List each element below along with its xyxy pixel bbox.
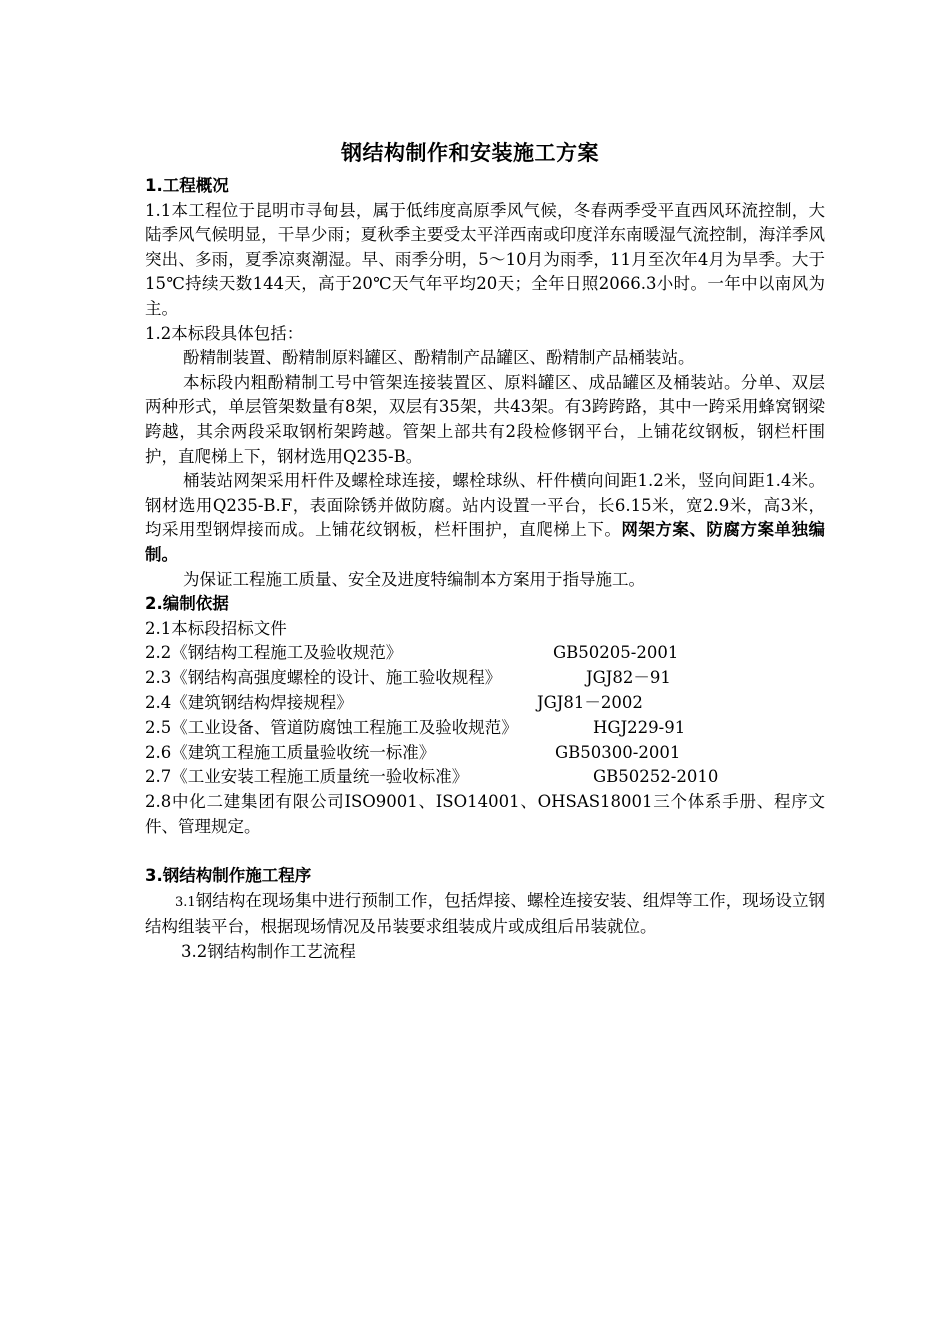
reference-name: 2.3《钢结构高强度螺栓的设计、施工验收规程》 xyxy=(145,668,502,688)
reference-2-6 xyxy=(145,741,825,766)
reference-name: 2.6《建筑工程施工质量验收统一标准》 xyxy=(145,742,436,762)
reference-name: 2.5《工业设备、管道防腐蚀工程施工及验收规范》 xyxy=(145,717,518,737)
paragraph-1-2-pipe-rack: 本标段内粗酚精制工号中管架连接装置区、原料罐区、成品罐区及桶装站。分单、双层两种形式，单层管架数量有8架，双层有35架，共43架。有3跨跨路，其中一跨采用蜂窝钢梁跨越，其余两段采取钢桁架跨越。管架上部共有2段检修钢平台，上铺花纹钢板，钢栏杆围护，直爬梯上下，钢材选用Q235-B。 xyxy=(145,372,825,466)
reference-2-5 xyxy=(145,716,825,741)
section-3-heading: 3.钢结构制作施工程序 xyxy=(145,866,312,886)
reference-2-4 xyxy=(145,691,825,716)
document-title: 钢结构制作和安装施工方案 xyxy=(341,141,599,165)
section-2-heading: 2.编制依据 xyxy=(145,594,229,614)
reference-2-2 xyxy=(145,641,825,666)
document-body xyxy=(145,174,825,964)
reference-code: JGJ81－2002 xyxy=(537,693,643,713)
reference-code: JGJ82－91 xyxy=(586,668,671,688)
reference-code: GB50252-2010 xyxy=(593,767,719,787)
paragraph-3-2: 3.2钢结构制作工艺流程 xyxy=(181,941,356,961)
reference-2-7 xyxy=(145,765,825,790)
reference-code: HGJ229-91 xyxy=(593,717,686,737)
paragraph-1-2-station xyxy=(145,469,825,567)
station-bold-note: 网架方案、防腐方案单独编制。 xyxy=(145,520,826,564)
reference-name: 2.2《钢结构工程施工及验收规范》 xyxy=(145,643,403,663)
paragraph-3-1 xyxy=(145,889,825,940)
paragraph-1-2-purpose: 为保证工程施工质量、安全及进度特编制本方案用于指导施工。 xyxy=(183,569,645,589)
section-1-heading: 1.工程概况 xyxy=(145,176,229,195)
blank-line xyxy=(145,839,825,864)
paragraph-1-2-items: 酚精制装置、酚精制原料罐区、酚精制产品罐区、酚精制产品桶装站。 xyxy=(183,348,695,368)
reference-2-8: 2.8中化二建集团有限公司ISO9001、ISO14001、OHSAS18001三个体系手册、程序文件、管理规定。 xyxy=(145,792,825,836)
document-page xyxy=(145,0,825,1344)
reference-name: 2.7《工业安装工程施工质量统一验收标准》 xyxy=(145,767,469,787)
reference-code: GB50205-2001 xyxy=(553,643,679,663)
station-text: 桶装站网架采用杆件及螺栓球连接，螺栓球纵、杆件横向间距1.2米，竖向间距1.4米。钢材选用Q235-B.F，表面除锈并做防腐。站内设置一平台，长6.15米，宽2.9米，高3米，均采用型钢焊接而成。上铺花纹钢板，栏杆围护，直爬梯上下。 xyxy=(145,471,825,540)
paragraph-1-1: 1.1本工程位于昆明市寻甸县，属于低纬度高原季风气候，冬春两季受平直西风环流控制，大陆季风气候明显，干旱少雨；夏秋季主要受太平洋西南或印度洋东南暖湿气流控制，海洋季风突出、多雨，夏季凉爽潮湿。早、雨季分明，5～10月为雨季，11月至次年4月为旱季。大于15℃持续天数144天，高于20℃天气年平均20天；全年日照2066.3小时。一年中以南风为主。 xyxy=(145,200,825,318)
paragraph-3-1-number: 3.1 xyxy=(175,894,196,910)
paragraph-1-2-label: 1.2本标段具体包括： xyxy=(145,323,304,343)
paragraph-3-1-text: 钢结构在现场集中进行预制工作，包括焊接、螺栓连接安装、组焊等工作，现场设立钢结构组装平台，根据现场情况及吊装要求组装成片或成组后吊装就位。 xyxy=(145,890,825,937)
reference-code: GB50300-2001 xyxy=(555,742,681,762)
reference-name: 2.4《建筑钢结构焊接规程》 xyxy=(145,693,353,713)
reference-name: 2.1本标段招标文件 xyxy=(145,618,287,638)
reference-2-1 xyxy=(145,617,825,642)
reference-2-3 xyxy=(145,666,825,691)
